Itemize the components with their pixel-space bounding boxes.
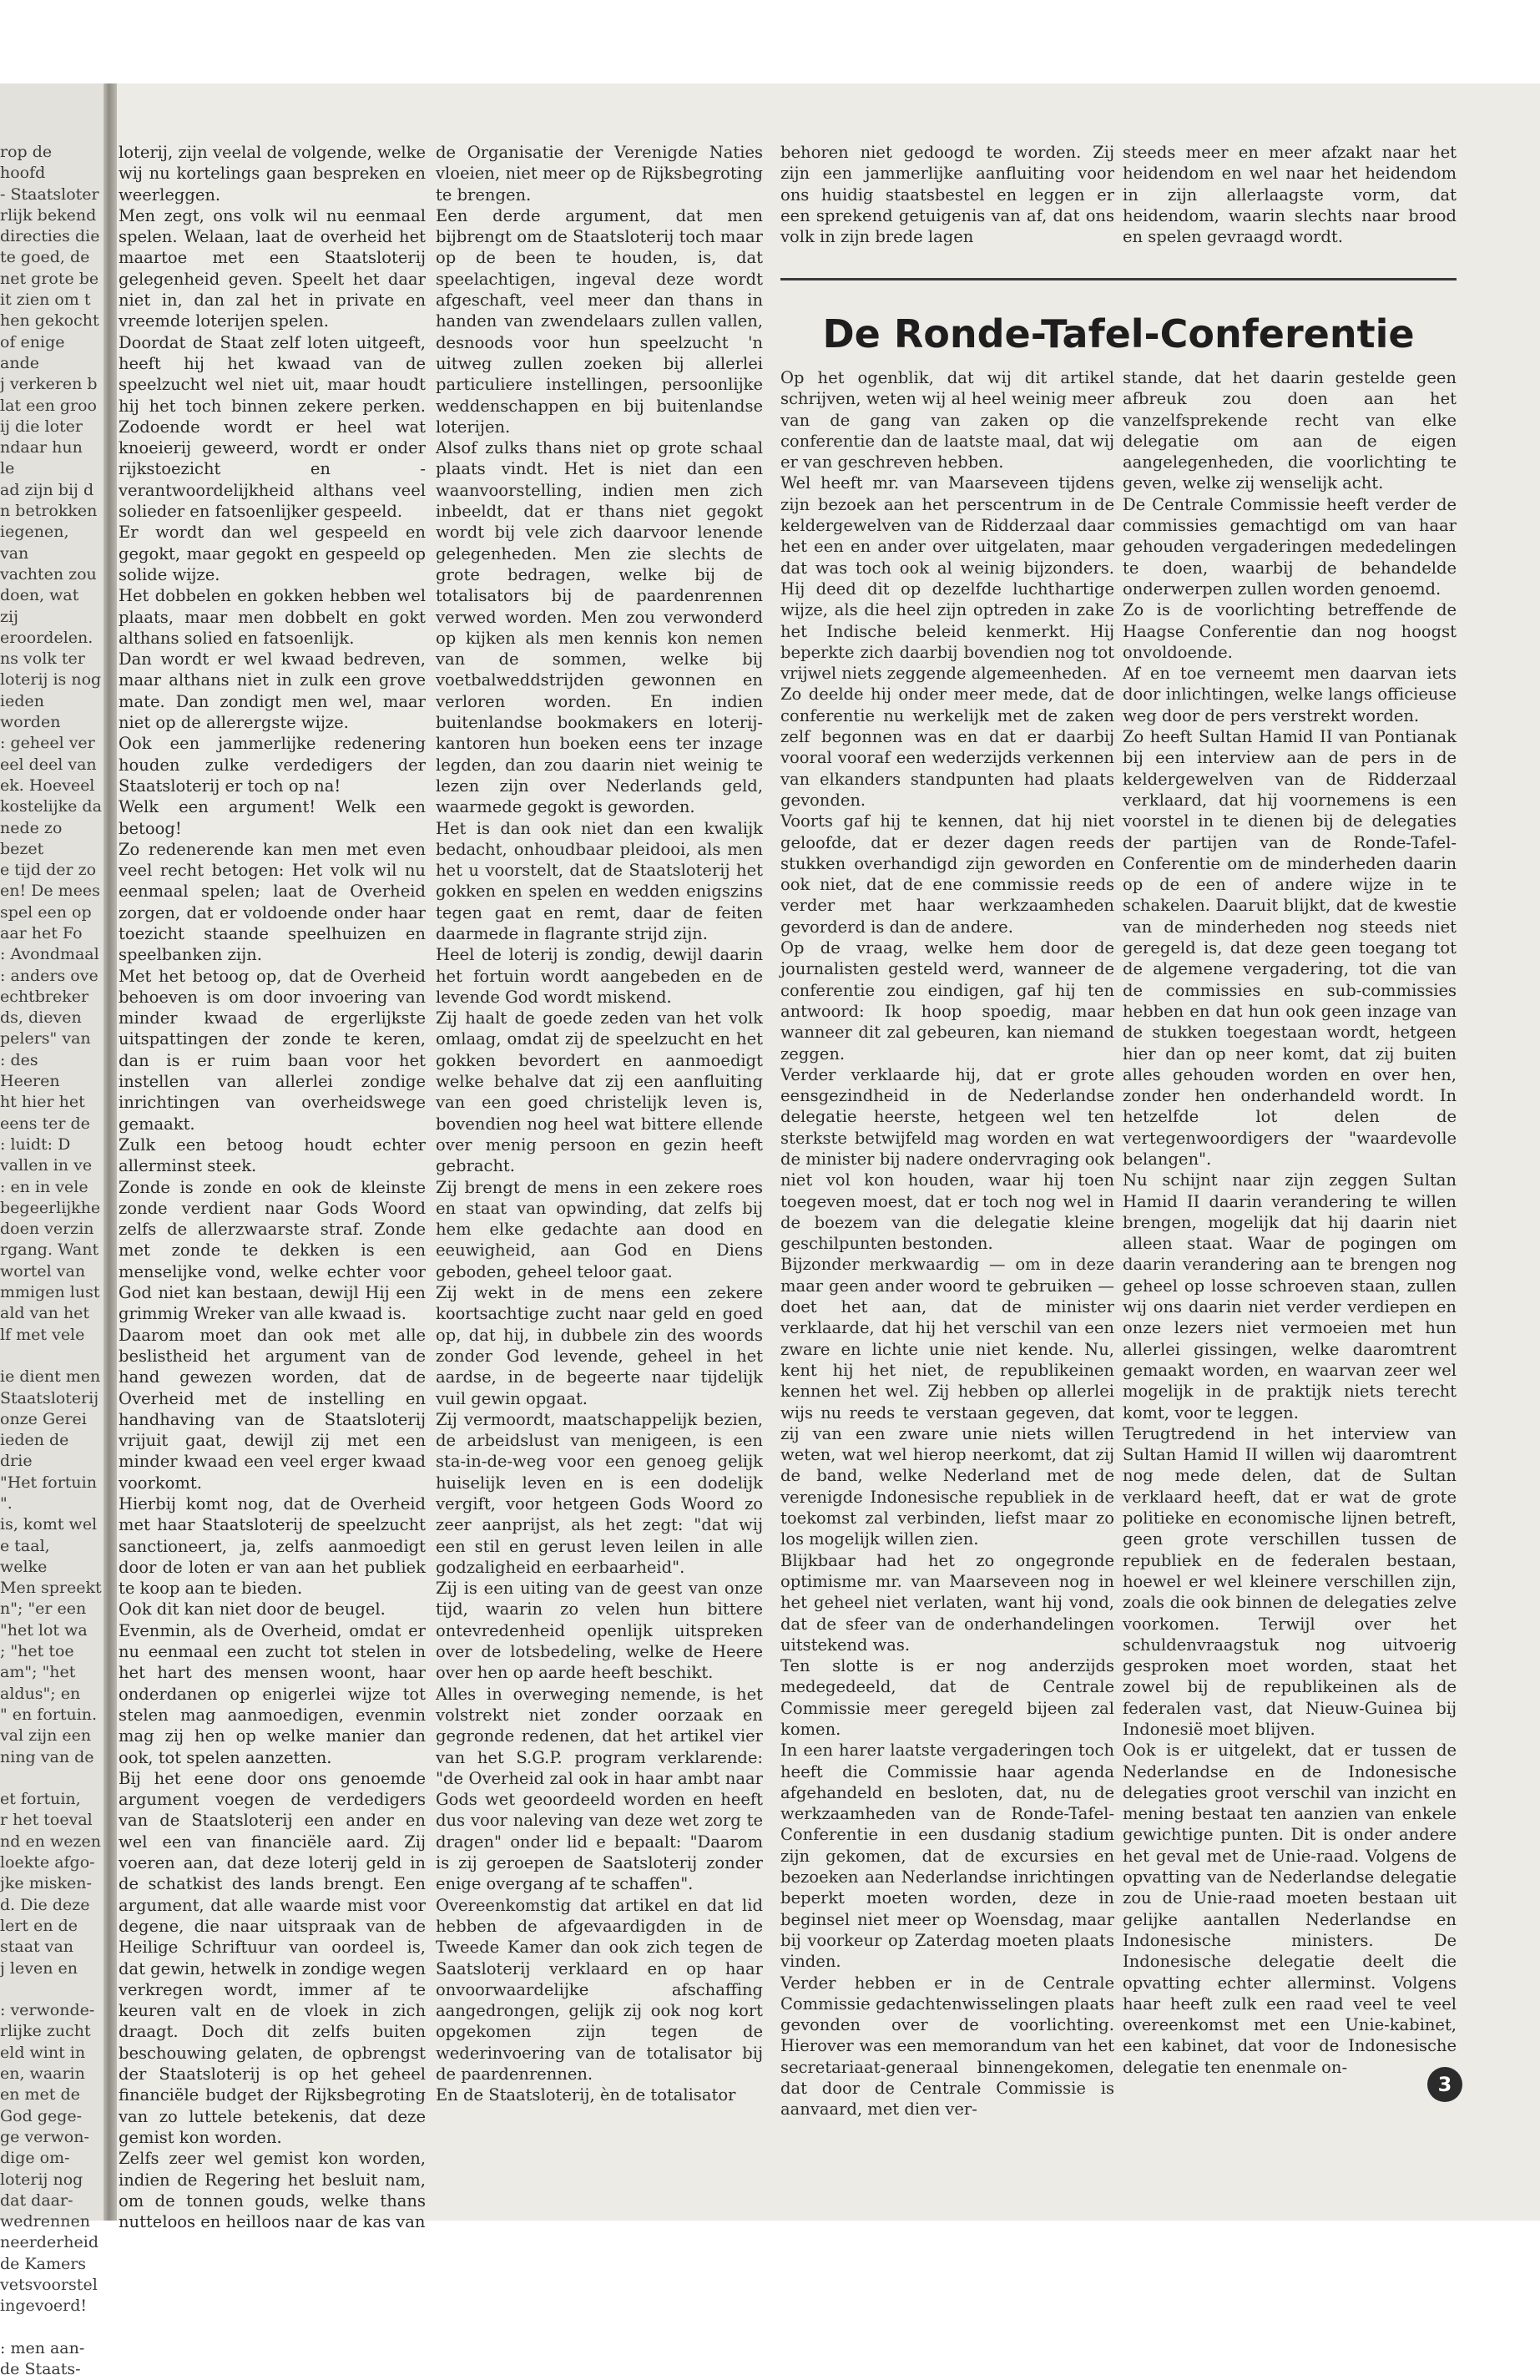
- page-gutter: [104, 83, 117, 2221]
- column-2-text: de Organisatie der Verenigde Naties vloeien, niet meer op de Rijksbegroting te brengen. Een derde argument, dat men bijbrengt om de Staatsloterij toch maar op de been te houden, is, dat speelachtigen, ingeval deze wordt afgeschaft, veel meer dan thans in handen van zwendelaars zullen vallen, desnoods voor hun speelzucht 'n uitweg zullen zoeken bij allerlei particuliere instellingen, persoonlijke weddenschappen en bij buitenlandse loterijen. Alsof zulks thans niet op grote schaal plaats vindt. Het is niet dan een waanvoorstelling, indien men zich inbeeldt, dat er thans niet gegokt wordt bij vele zich daarvoor lenende gelegenheden. Men zie slechts de grote bedragen, welke bij de totalisators bij de paardenrennen verwed worden. Men zou verwonderd op kijken als men kennis kon nemen van de sommen, welke bij voetbalweddstrijden gewonnen en verloren worden. En indien buitenlandse bookmakers en loterij-kantoren hun boeken eens ter inzage legden, dan zou daarin niet weinig te lezen zijn over Nederlands geld, waarmede gegokt is geworden. Het is dan ook niet dan een kwalijk bedacht, onhoudbaar pleidooi, als men het u voorstelt, dat de Staatsloterij het gokken en spelen en wedden enigszins tegen gaat en remt, daar de feiten daarmede in flagrante strijd zijn. Heel de loterij is zondig, dewijl daarin het fortuin wordt aangebeden en de levende God wordt miskend. Zij haalt de goede zeden van het volk omlaag, omdat zij de speelzucht en het gokken bevordert en aanmoedigt welke behalve dat zij een aanfluiting van een goed christelijk leven is, bovendien nog heel wat bittere ellende over menig persoon en gezin heeft gebracht. Zij brengt de mens in een zekere roes en staat van opwinding, dat zelfs bij hem elke gedachte aan dood en eeuwigheid, aan God en Diens geboden, geheel teloor gaat. Zij wekt in de mens een zekere koortsachtige zucht naar geld en goed op, dat hij, in dubbele zin des woords zonder God levende, geheel in het aardse, in de begeerte naar tijdelijk vuil gewin opgaat. Zij vermoordt, maatschappelijk bezien, de arbeidslust van menigeen, is een sta-in-de-weg voor een genoeg gelijk huiselijk leven en is een dodelijk vergift, voor hetgeen Gods Woord zo zeer aanprijst, als het zegt: "dat wij een stil en gerust leven leilen in alle godzaligheid en eerbaarheid". Zij is een uiting van de geest van onze tijd, waarin zo velen hun bittere ontevredenheid openlijk uitspreken over de lotsbedeling, welke de Heere over hen op aarde heeft beschikt. Alles in overweging nemende, is het volstrekt niet zonder oorzaak en gegronde redenen, dat het artikel vier van het S.G.P. program verklarende: "de Overheid zal ook in haar ambt naar Gods wet geoordeeld worden en heeft dus voor naleving van deze wet zorg te dragen" onder lid e bepaalt: "Daarom is zij geroepen de Saatsloterij zonder enige overgang af te schaffen". Overeenkomstig dat artikel en dat lid hebben de afgevaardigden in de Tweede Kamer dan ook zich tegen de Saatsloterij verklaard en op haar onvoorwaardelijke afschaffing aangedrongen, gelijk zij ook nog kort opgekomen zijn tegen de wederinvoering van de totalisator bij de paardenrennen. En de Staatsloterij, èn de totalisator: [436, 143, 763, 2105]
- column-4-text: stande, dat het daarin gestelde geen afbreuk zou doen aan het vanzelfsprekende recht van elke delegatie om aan de eigen aangelegenheden, die voorlichting te geven, welke zij wenselijk acht. De Centrale Commissie heeft verder de commissies gemachtigd om van haar gehouden vergaderingen mededelingen te doen, waarbij de behandelde onderwerpen zullen worden genoemd. Zo is de voorlichting betreffende de Haagse Conferentie dan nog hoogst onvoldoende. Af en toe verneemt men daarvan iets door inlichtingen, welke langs officieuse weg door de pers verstrekt worden. Zo heeft Sultan Hamid II van Pontianak bij een interview aan de pers in de keldergewelven van de Ridderzaal verklaard, dat hij voornemens is een voorstel in te dienen bij de delegaties der partijen van de Ronde-Tafel-Conferentie om de minderheden daarin op de een of andere wijze in te schakelen. Daaruit blijkt, dat de kwestie van de minderheden nog steeds niet geregeld is, dat deze geen toegang tot de algemene vergadering, tot die van de commissies en sub-commissies hebben en dat hun ook geen inzage van de stukken toegestaan wordt, hetgeen hier dan op neer komt, dat zij buiten alles gehouden worden en over hen, zonder hen onderhandeld wordt. In hetzelfde lot delen de vertegenwoordigers der "waardevolle belangen". Nu schijnt naar zijn zeggen Sultan Hamid II daarin verandering te willen brengen, mogelijk dat hij daarin niet alleen staat. Waar de pogingen om daarin verandering aan te brengen nog geheel op losse schroeven staan, zullen wij ons daarin niet verder verdiepen en onze lezers niet vermoeien met hun allerlei gissingen, welke daaromtrent gemaakt worden, en waarvan zeer wel mogelijk in de praktijk niets terecht komt, voor te leggen. Terugtredend in het interview van Sultan Hamid II willen wij daaromtrent nog mede delen, dat de Sultan verklaard heeft, dat er wat de grote politieke en economische lijnen betreft, geen grote verschillen tussen de republiek en de federalen bestaan, hoewel er wel kleinere verschillen zijn, zoals die ook binnen de delegaties zelve voorkomen. Terwijl over het schuldenvraagstuk nog uitvoerig gesproken moet worden, staat het zowel bij de republikeinen als de federalen vast, dat Nieuw-Guinea bij Indonesië moet blijven. Ook is er uitgelekt, dat er tussen de Nederlandse en de Indonesische delegaties groot verschil van inzicht en mening bestaat ten aanzien van enkele gewichtige punten. Dit is onder andere het geval met de Unie-raad. Volgens de opvatting van de Nederlandse delegatie zou de Unie-raad moeten bestaan uit gelijke aantallen Nederlandse en Indonesische ministers. De Indonesische delegatie deelt die opvatting echter allerminst. Volgens haar heeft zulk een raad veel te veel overeenkomst met een Unie-kabinet, een kabinet, dat voor de Indonesische delegatie ten enenmale on-: [1123, 368, 1457, 2077]
- article-column-1: [119, 142, 426, 2232]
- article-column-4-top: [1123, 142, 1457, 250]
- article-column-4: [1123, 367, 1457, 2077]
- column-3-top-text: behoren niet gedoogd te worden. Zij zijn een jammerlijke aanfluiting voor ons huidig staatsbestel en leggen er een sprekend getuigenis van af, dat ons volk in zijn brede lagen: [780, 143, 1114, 247]
- section-divider: [780, 278, 1457, 280]
- article-column-3-top: [780, 142, 1114, 250]
- article-column-2: [436, 142, 763, 2105]
- column-1-text: loterij, zijn veelal de volgende, welke wij nu kortelings gaan bespreken en weerleggen. Men zegt, ons volk wil nu eenmaal spelen. Welaan, laat de overheid het maartoe met een Staatsloterij gelegenheid geven. Speelt het daar niet in, dan zal het in private en vreemde loterijen spelen. Doordat de Staat zelf loten uitgeeft, heeft hij het kwaad van de speelzucht wel niet uit, maar houdt hij het toch binnen zekere perken. Zodoende wordt er heel wat knoeierij geweerd, wordt er onder rijkstoezicht en -verantwoordelijkheid althans veel solieder en fatsoenlijker gespeeld. Er wordt dan wel gespeeld en gegokt, maar gegokt en gespeeld op solide wijze. Het dobbelen en gokken hebben wel plaats, maar men dobbelt en gokt althans solied en fatsoenlijk. Dan wordt er wel kwaad bedreven, maar althans niet in zulk een grove mate. Dan zondigt men wel, maar niet op de allerergste wijze. Ook een jammerlijke redenering houden zulke verdedigers der Staatsloterij er toch op na! Welk een argument! Welk een betoog! Zo redenerende kan men met even veel recht betogen: Het volk wil nu eenmaal spelen; laat de Overheid zorgen, dat er voldoende onder haar toezicht staande speelhuizen en speelbanken zijn. Met het betoog op, dat de Overheid behoeven is om door invoering van minder kwaad de ergerlijkste uitspattingen der zonde te keren, dan is er ruim baan voor het instellen van allerlei zondige inrichtingen van overheidswege gemaakt. Zulk een betoog houdt echter allerminst steek. Zonde is zonde en ook de kleinste zonde verdient naar Gods Woord zelfs de allerzwaarste straf. Zonde met zonde te dekken is een menselijke vond, welke echter voor God niet kan bestaan, dewijl Hij een grimmig Wreker van alle kwaad is. Daarom moet dan ook met alle beslistheid het argument van de hand gewezen worden, dat de Overheid met de instelling en handhaving van de Staatsloterij vrijuit gaat, dewijl zij met een minder kwaad een veel erger kwaad voorkomt. Hierbij komt nog, dat de Overheid met haar Staatsloterij de speelzucht sanctioneert, ja, zelfs aanmoedigt door de loten er van aan het publiek te koop aan te bieden. Ook dit kan niet door de beugel. Evenmin, als de Overheid, omdat er nu eenmaal een zucht tot stelen in het hart des mensen woont, haar onderdanen op enigerlei wijze tot stelen mag aanmoedigen, evenmin mag zij hen op welke manier dan ook, tot spelen aanzetten. Bij het eene door ons genoemde argument voegen de verdedigers van de Staatsloterij een ander en wel een van financiële aard. Zij voeren aan, dat deze loterij geld in de schatkist des lands brengt. Een argument, dat alle waarde mist voor degene, die naar uitspraak van de Heilige Schriftuur van oordeel is, dat gewin, hetwelk in zondige wegen verkregen wordt, immer af te keuren valt en de vloek in zich draagt. Doch dit zelfs buiten beschouwing gelaten, de opbrengst der Staatsloterij is op het geheel financiële budget der Rijksbegroting van zo luttele betekenis, dat deze gemist kon worden. Zelfs zeer wel gemist kon worden, indien de Regering het besluit nam, om de tonnen gouds, welke thans nutteloos en heilloos naar de kas van: [119, 143, 426, 2232]
- article-column-3: [780, 367, 1114, 2120]
- previous-page-margin-text: [0, 142, 102, 2379]
- margin-text: rop de hoofd - Staatsloter rlijk bekend directies die te goed, de net grote be it zien om t hen gekocht of enige ande j verkeren b lat een groo ij die loter ndaar hun le ad zijn bij d n betrokken iegenen, van vachten zou doen, wat zij eroordelen. ns volk ter loterij is nog ieden worden : geheel ver eel deel van ek. Hoeveel kostelijke da nede zo bezet e tijd der zo en! De mees spel een op aar het Fo : Avondmaal : anders ove echtbreker ds, dieven pelers" van : des Heeren ht hier het eens ter de : luidt: D vallen in ve : en in vele begeerlijkhe doen verzin rgang. Want wortel van mmigen lust ald van het lf met vele ie dient men Staatsloterij onze Gerei ieden de drie "Het fortuin ". is, komt wel e taal, welke Men spreekt n"; "er een "het lot wa ; "het toe am"; "het aldus"; en " en fortuin. val zijn een ning van de et fortuin, r het toeval nd en wezen loekte afgo- jke misken- d. Die deze lert en de staat van j leven en : verwonde- rlijke zucht eld wint in en, waarin en met de God gege- ge verwon- dige om- loterij nog dat daar- wedrennen neerderheid de Kamers vetsvoorstel ingevoerd! : men aan- de Staats-: [0, 143, 102, 2379]
- column-4-top-text: steeds meer en meer afzakt naar het heidendom en wel naar het heidendom in zijn allerlaagste vorm, dat heidendom, waarin slechts naar brood en spelen gevraagd wordt.: [1123, 143, 1457, 247]
- article-headline: De Ronde-Tafel-Conferentie: [822, 311, 1415, 356]
- page-number-badge: 3: [1427, 2067, 1462, 2102]
- column-3-text: Op het ogenblik, dat wij dit artikel schrijven, weten wij al heel weinig meer van de gang van zaken op die conferentie dan de laatste maal, dat wij er van geschreven hebben. Wel heeft mr. van Maarseveen tijdens zijn bezoek aan het perscentrum in de keldergewelven van de Ridderzaal daar het een en ander over uitgelaten, maar dat was toch ook al weinig bijzonders. Hij deed dit op dezelfde luchthartige wijze, als die heel zijn optreden in zake het Indische beleid kenmerkt. Hij beperkte zich daarbij bovendien nog tot vrijwel niets zeggende algemeenheden. Zo deelde hij onder meer mede, dat de conferentie nu werkelijk met de zaken zelf begonnen was en dat er daarbij vooral vooraf een wederzijds verkennen van elkanders standpunten had plaats gevonden. Voorts gaf hij te kennen, dat hij niet geloofde, dat er dezer dagen reeds stukken overhandigd zijn geworden en ook niet, dat de ene commissie reeds verder met haar werkzaamheden gevorderd is dan de andere. Op de vraag, welke hem door de journalisten gesteld werd, wanneer de conferentie zou eindigen, gaf hij ten antwoord: Ik hoop spoedig, maar wanneer dit zal gebeuren, kan niemand zeggen. Verder verklaarde hij, dat er grote eensgezindheid in de Nederlandse delegatie heerste, hetgeen wel ten sterkste betwijfeld mag worden en wat de minister bij nadere ondervraging ook niet vol kon houden, waar hij toen toegeven moest, dat er toch nog wel in de boezem van die delegatie kleine geschilpunten bestonden. Bijzonder merkwaardig — om in deze maar geen ander woord te gebruiken — doet het aan, dat de minister verklaarde, dat hij het verschil van een zware en lichte unie niet kende. Nu, kent hij het niet, de republikeinen kennen het wel. Zij hebben op allerlei wijs nu reeds te verstaan gegeven, dat zij van een zware unie niets willen weten, wat wel hierop neerkomt, dat zij de band, welke Nederland met de verenigde Indonesische republiek in de toekomst zal verbinden, liefst maar zo los mogelijk willen zien. Blijkbaar had het zo ongegronde optimisme mr. van Maarseveen nog in het geheel niet verlaten, want hij vond, dat de sfeer van de onderhandelingen uitstekend was. Ten slotte is er nog anderzijds medegedeeld, dat de Centrale Commissie meer geregeld bijeen zal komen. In een harer laatste vergaderingen toch heeft die Commissie haar agenda afgehandeld en besloten, dat, nu de werkzaamheden van de Ronde-Tafel-Conferentie in een dusdanig stadium zijn gekomen, dat de excursies en bezoeken aan Nederlandse inrichtingen beperkt moeten worden, deze in beginsel niet meer op Woensdag, maar bij voorkeur op Zaterdag moeten plaats vinden. Verder hebben er in de Centrale Commissie gedachtenwisselingen plaats gevonden over de voorlichting. Hierover was een memorandum van het secretariaat-generaal binnengekomen, dat door de Centrale Commissie is aanvaard, met dien ver-: [780, 368, 1114, 2120]
